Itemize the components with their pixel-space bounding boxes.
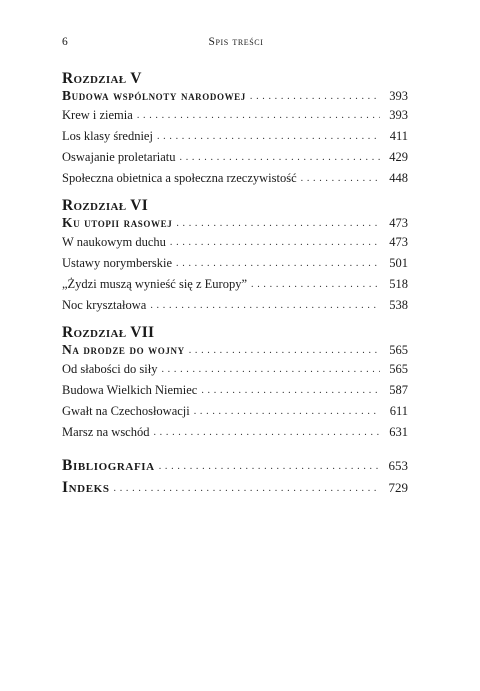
dot-leader bbox=[153, 421, 380, 443]
chapter-title-row bbox=[62, 87, 408, 105]
entry-title: Indeks bbox=[62, 479, 110, 496]
chapter-label: Rozdział VII bbox=[62, 324, 155, 341]
page-ref: 473 bbox=[389, 216, 408, 230]
index-entry bbox=[62, 477, 408, 499]
dot-leader bbox=[161, 358, 380, 380]
page-ref: 393 bbox=[389, 89, 408, 103]
toc-entry bbox=[62, 274, 408, 295]
entry-title: „Żydzi muszą wynieść się z Europy” bbox=[62, 277, 248, 291]
page-ref: 653 bbox=[388, 458, 408, 473]
dot-leader bbox=[159, 454, 380, 478]
page-ref: 729 bbox=[388, 480, 408, 495]
back-matter bbox=[62, 451, 408, 499]
dot-leader bbox=[180, 146, 381, 168]
entry-title: Społeczna obietnica a społeczna rzeczywistość bbox=[62, 171, 297, 185]
page-ref: 473 bbox=[389, 235, 408, 249]
page-ref: 501 bbox=[389, 256, 408, 270]
entry-title: Bibliografia bbox=[62, 457, 155, 474]
dot-leader bbox=[194, 400, 380, 422]
toc-entry bbox=[62, 422, 408, 443]
running-head: Spis treści bbox=[208, 36, 264, 48]
dot-leader bbox=[301, 167, 380, 189]
dot-leader bbox=[250, 86, 380, 106]
page-number: 6 bbox=[62, 36, 68, 48]
dot-leader bbox=[137, 104, 380, 126]
toc-entry bbox=[62, 380, 408, 401]
dot-leader bbox=[157, 125, 380, 147]
entry-title: Ustawy norymberskie bbox=[62, 256, 173, 270]
page-ref: 565 bbox=[389, 362, 408, 376]
bibliography-entry bbox=[62, 455, 408, 477]
entry-title: Noc kryształowa bbox=[62, 298, 147, 312]
toc-entry bbox=[62, 232, 408, 253]
toc-entry bbox=[62, 105, 408, 126]
entry-title: Marsz na wschód bbox=[62, 425, 150, 439]
chapter-label: Rozdział VI bbox=[62, 197, 149, 214]
page-ref: 587 bbox=[389, 383, 408, 397]
page-ref: 518 bbox=[389, 277, 408, 291]
toc-entry bbox=[62, 359, 408, 380]
page-header bbox=[62, 36, 410, 52]
toc-entry bbox=[62, 126, 408, 147]
chapter-title: Na drodze do wojny bbox=[62, 342, 185, 357]
dot-leader bbox=[170, 231, 380, 253]
page-ref: 565 bbox=[389, 343, 408, 357]
page-ref: 411 bbox=[389, 129, 408, 143]
chapter-title: Budowa wspólnoty narodowej bbox=[62, 88, 246, 103]
toc-entry bbox=[62, 168, 408, 189]
entry-title: W naukowym duchu bbox=[62, 235, 166, 249]
entry-title: Los klasy średniej bbox=[62, 129, 153, 143]
dot-leader bbox=[189, 340, 380, 360]
page-ref: 538 bbox=[389, 298, 408, 312]
toc-entry bbox=[62, 401, 408, 422]
chapter-title-row bbox=[62, 214, 408, 232]
dot-leader bbox=[176, 213, 380, 233]
toc-entry bbox=[62, 147, 408, 168]
dot-leader bbox=[114, 476, 380, 500]
toc-entry bbox=[62, 253, 408, 274]
entry-title: Od słabości do siły bbox=[62, 362, 158, 376]
dot-leader bbox=[251, 273, 380, 295]
entry-title: Budowa Wielkich Niemiec bbox=[62, 383, 198, 397]
chapter-title-row bbox=[62, 341, 408, 359]
dot-leader bbox=[176, 252, 380, 274]
chapter-5 bbox=[62, 70, 408, 189]
entry-title: Gwałt na Czechosłowacji bbox=[62, 404, 190, 418]
chapter-7 bbox=[62, 324, 408, 443]
table-of-contents bbox=[62, 70, 408, 499]
chapter-6 bbox=[62, 197, 408, 316]
chapter-title: Ku utopii rasowej bbox=[62, 215, 173, 230]
page-ref: 448 bbox=[389, 171, 408, 185]
page-ref: 429 bbox=[389, 150, 408, 164]
dot-leader bbox=[150, 294, 380, 316]
page-ref: 631 bbox=[389, 425, 408, 439]
page-ref: 393 bbox=[389, 108, 408, 122]
page-ref: 611 bbox=[389, 404, 408, 418]
toc-entry bbox=[62, 295, 408, 316]
entry-title: Krew i ziemia bbox=[62, 108, 133, 122]
chapter-label: Rozdział V bbox=[62, 70, 142, 87]
entry-title: Oswajanie proletariatu bbox=[62, 150, 176, 164]
dot-leader bbox=[201, 379, 380, 401]
